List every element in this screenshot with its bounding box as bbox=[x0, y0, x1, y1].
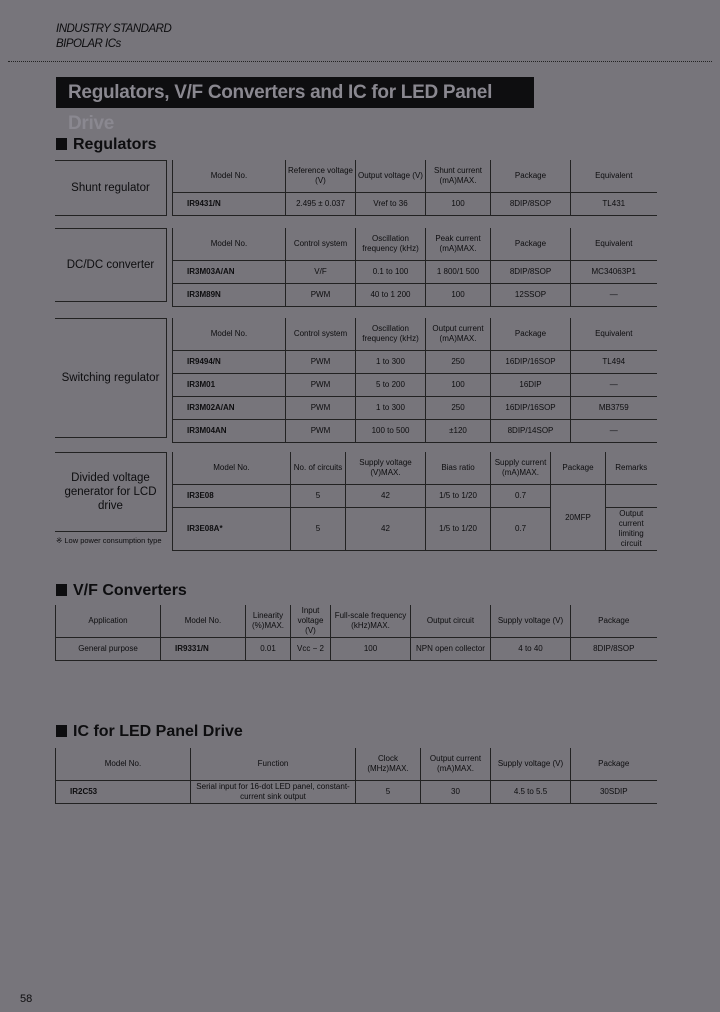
divider bbox=[8, 61, 712, 62]
column-header: Model No. bbox=[161, 605, 246, 638]
column-header: Oscillation frequency (kHz) bbox=[356, 318, 426, 351]
column-header: Package bbox=[551, 452, 606, 485]
table-cell: 12SSOP bbox=[491, 284, 571, 307]
column-header: Model No. bbox=[173, 160, 286, 193]
table-cell: NPN open collector bbox=[411, 638, 491, 661]
heading-text: V/F Converters bbox=[73, 582, 187, 599]
column-header: Package bbox=[491, 160, 571, 193]
table-cell: 100 bbox=[426, 374, 491, 397]
table-cell: IR3E08 bbox=[173, 485, 291, 508]
column-header: Equivalent bbox=[571, 228, 657, 261]
table-cell: 4 to 40 bbox=[491, 638, 571, 661]
table-row bbox=[56, 781, 657, 804]
table-cell: V/F bbox=[286, 261, 356, 284]
table-cell: IR9331/N bbox=[161, 638, 246, 661]
header-line: BIPOLAR ICs bbox=[56, 38, 121, 50]
table-row bbox=[56, 638, 657, 661]
table-cell: Vcc − 2 bbox=[291, 638, 331, 661]
switching-regulator-table bbox=[172, 318, 657, 443]
category-label: Shunt regulator bbox=[55, 160, 167, 216]
column-header: Package bbox=[571, 605, 657, 638]
column-header: Model No. bbox=[173, 452, 291, 485]
table-cell: 1/5 to 1/20 bbox=[426, 508, 491, 551]
header-row bbox=[173, 160, 657, 193]
category-label: Divided voltage generator for LCD drive bbox=[55, 452, 167, 532]
table-cell: 4.5 to 5.5 bbox=[491, 781, 571, 804]
column-header: Package bbox=[571, 748, 657, 781]
column-header: Equivalent bbox=[571, 318, 657, 351]
table-cell: 100 to 500 bbox=[356, 420, 426, 443]
column-header: Supply current (mA)MAX. bbox=[491, 452, 551, 485]
table-cell: ±120 bbox=[426, 420, 491, 443]
header-line: INDUSTRY STANDARD bbox=[56, 23, 172, 35]
table-cell: — bbox=[571, 420, 657, 443]
table-cell: 20MFP bbox=[551, 485, 606, 551]
table-cell: 100 bbox=[331, 638, 411, 661]
column-header: Output current (mA)MAX. bbox=[421, 748, 491, 781]
column-header: Remarks bbox=[606, 452, 657, 485]
table-cell: 8DIP/8SOP bbox=[571, 638, 657, 661]
category-label: DC/DC converter bbox=[55, 228, 167, 302]
column-header: Output current (mA)MAX. bbox=[426, 318, 491, 351]
table-row bbox=[173, 351, 657, 374]
table-cell: IR2C53 bbox=[56, 781, 191, 804]
footnote: ※ Low power consumption type bbox=[56, 536, 162, 545]
column-header: Supply voltage (V)MAX. bbox=[346, 452, 426, 485]
column-header: Supply voltage (V) bbox=[491, 605, 571, 638]
table-cell: TL494 bbox=[571, 351, 657, 374]
column-header: Bias ratio bbox=[426, 452, 491, 485]
table-cell: 5 to 200 bbox=[356, 374, 426, 397]
section-heading-led bbox=[56, 723, 243, 741]
column-header: Package bbox=[491, 318, 571, 351]
shunt-regulator-table bbox=[172, 160, 657, 216]
table-row bbox=[173, 485, 657, 508]
column-header: Reference voltage (V) bbox=[286, 160, 356, 193]
table-cell: 5 bbox=[356, 781, 421, 804]
column-header: Model No. bbox=[173, 318, 286, 351]
column-header: Equivalent bbox=[571, 160, 657, 193]
header-row bbox=[56, 605, 657, 638]
table-row bbox=[173, 193, 657, 216]
table-cell: MB3759 bbox=[571, 397, 657, 420]
table-cell: 1/5 to 1/20 bbox=[426, 485, 491, 508]
column-header: Input voltage (V) bbox=[291, 605, 331, 638]
square-bullet-icon bbox=[56, 584, 67, 596]
column-header: Control system bbox=[286, 228, 356, 261]
table-cell: PWM bbox=[286, 351, 356, 374]
table-cell bbox=[606, 485, 657, 508]
led-driver-table bbox=[55, 748, 657, 804]
table-row bbox=[173, 420, 657, 443]
table-cell: 16DIP bbox=[491, 374, 571, 397]
column-header: Full-scale frequency (kHz)MAX. bbox=[331, 605, 411, 638]
header-row bbox=[173, 228, 657, 261]
table-cell: MC34063P1 bbox=[571, 261, 657, 284]
table-cell: Serial input for 16-dot LED panel, constant-current sink output bbox=[191, 781, 356, 804]
square-bullet-icon bbox=[56, 725, 67, 737]
table-cell: IR3M02A/AN bbox=[173, 397, 286, 420]
square-bullet-icon bbox=[56, 138, 67, 150]
table-cell: 40 to 1 200 bbox=[356, 284, 426, 307]
vf-converter-table bbox=[55, 605, 657, 661]
table-cell: PWM bbox=[286, 374, 356, 397]
heading-text: IC for LED Panel Drive bbox=[73, 723, 243, 740]
dcdc-converter-table bbox=[172, 228, 657, 307]
column-header: Oscillation frequency (kHz) bbox=[356, 228, 426, 261]
table-cell: 42 bbox=[346, 508, 426, 551]
column-header: Function bbox=[191, 748, 356, 781]
heading-text: Regulators bbox=[73, 136, 157, 153]
table-cell: 250 bbox=[426, 351, 491, 374]
table-cell: IR9494/N bbox=[173, 351, 286, 374]
section-heading-vf bbox=[56, 582, 187, 600]
column-header: Model No. bbox=[56, 748, 191, 781]
column-header: Package bbox=[491, 228, 571, 261]
column-header: Output circuit bbox=[411, 605, 491, 638]
table-cell: 8DIP/8SOP bbox=[491, 261, 571, 284]
table-cell: 100 bbox=[426, 193, 491, 216]
divided-voltage-table bbox=[172, 452, 657, 551]
table-cell: PWM bbox=[286, 284, 356, 307]
table-cell: 5 bbox=[291, 508, 346, 551]
table-cell: TL431 bbox=[571, 193, 657, 216]
table-cell: 5 bbox=[291, 485, 346, 508]
table-cell: IR9431/N bbox=[173, 193, 286, 216]
column-header: Supply voltage (V) bbox=[491, 748, 571, 781]
header-row bbox=[56, 748, 657, 781]
table-cell: 0.01 bbox=[246, 638, 291, 661]
table-cell: — bbox=[571, 374, 657, 397]
table-row bbox=[173, 397, 657, 420]
table-cell: 100 bbox=[426, 284, 491, 307]
page-title: Regulators, V/F Converters and IC for LED Panel Drive bbox=[56, 77, 534, 108]
column-header: Control system bbox=[286, 318, 356, 351]
table-cell: IR3M89N bbox=[173, 284, 286, 307]
table-cell: 2.495 ± 0.037 bbox=[286, 193, 356, 216]
table-cell: IR3M03A/AN bbox=[173, 261, 286, 284]
column-header: Application bbox=[56, 605, 161, 638]
column-header: Output voltage (V) bbox=[356, 160, 426, 193]
table-cell: 30 bbox=[421, 781, 491, 804]
table-cell: Output current limiting circuit bbox=[606, 508, 657, 551]
column-header: Shunt current (mA)MAX. bbox=[426, 160, 491, 193]
table-cell: 0.7 bbox=[491, 508, 551, 551]
table-cell: IR3M04AN bbox=[173, 420, 286, 443]
header-row bbox=[173, 318, 657, 351]
running-header bbox=[56, 22, 171, 52]
table-cell: Vref to 36 bbox=[356, 193, 426, 216]
table-cell: — bbox=[571, 284, 657, 307]
table-row bbox=[173, 374, 657, 397]
table-cell: PWM bbox=[286, 397, 356, 420]
table-cell: IR3M01 bbox=[173, 374, 286, 397]
table-cell: 16DIP/16SOP bbox=[491, 397, 571, 420]
table-cell: PWM bbox=[286, 420, 356, 443]
table-cell: 0.7 bbox=[491, 485, 551, 508]
column-header: Clock (MHz)MAX. bbox=[356, 748, 421, 781]
page-number: 58 bbox=[20, 993, 33, 1005]
table-cell: IR3E08A* bbox=[173, 508, 291, 551]
table-cell: 0.1 to 100 bbox=[356, 261, 426, 284]
table-cell: 8DIP/8SOP bbox=[491, 193, 571, 216]
table-cell: 1 to 300 bbox=[356, 351, 426, 374]
table-row bbox=[173, 284, 657, 307]
table-row bbox=[173, 261, 657, 284]
table-cell: 250 bbox=[426, 397, 491, 420]
table-cell: 16DIP/16SOP bbox=[491, 351, 571, 374]
column-header: No. of circuits bbox=[291, 452, 346, 485]
table-cell: General purpose bbox=[56, 638, 161, 661]
table-cell: 1 to 300 bbox=[356, 397, 426, 420]
column-header: Linearity (%)MAX. bbox=[246, 605, 291, 638]
section-heading-regulators bbox=[56, 136, 157, 154]
table-cell: 8DIP/14SOP bbox=[491, 420, 571, 443]
table-cell: 42 bbox=[346, 485, 426, 508]
category-label: Switching regulator bbox=[55, 318, 167, 438]
table-cell: 1 800/1 500 bbox=[426, 261, 491, 284]
column-header: Peak current (mA)MAX. bbox=[426, 228, 491, 261]
table-cell: 30SDIP bbox=[571, 781, 657, 804]
column-header: Model No. bbox=[173, 228, 286, 261]
header-row bbox=[173, 452, 657, 485]
